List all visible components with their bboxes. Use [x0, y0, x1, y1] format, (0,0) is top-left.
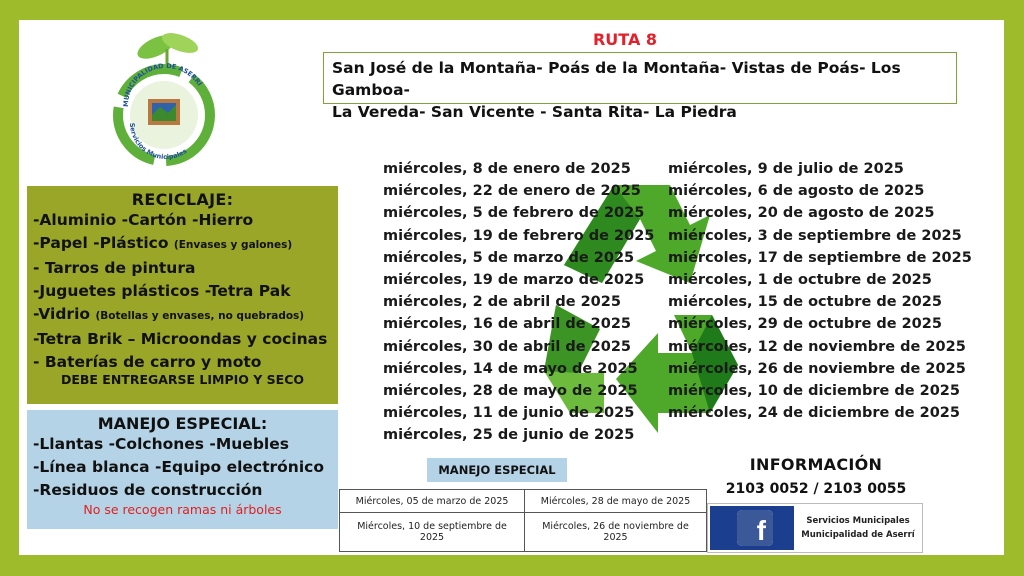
recycling-note: DEBE ENTREGARSE LIMPIO Y SECO — [60, 372, 305, 387]
collection-date: miércoles, 19 de febrero de 2025 — [383, 227, 655, 244]
facebook-page-name — [796, 514, 920, 542]
recycling-line-note: (Botellas y envases, no quebrados) — [95, 310, 305, 322]
logo-bottom-text: Servicios Municipales — [127, 122, 189, 162]
table-cell: Miércoles, 28 de mayo de 2025 — [525, 490, 707, 513]
recycling-title: RECICLAJE: — [131, 190, 234, 209]
collection-date: miércoles, 5 de marzo de 2025 — [383, 249, 635, 266]
info-title: INFORMACIÓN — [749, 455, 883, 474]
collection-date: miércoles, 12 de noviembre de 2025 — [668, 338, 966, 355]
route-line-2: La Vereda- San Vicente - Santa Rita- La Piedra — [332, 103, 737, 121]
collection-date: miércoles, 11 de junio de 2025 — [383, 405, 635, 422]
collection-date: miércoles, 30 de abril de 2025 — [383, 338, 632, 355]
facebook-icon — [710, 506, 794, 550]
collection-date: miércoles, 5 de febrero de 2025 — [383, 205, 645, 222]
recycling-line — [33, 232, 332, 257]
recycling-line: -Juguetes plásticos -Tetra Pak — [33, 282, 291, 300]
recycling-line: - Baterías de carro y moto — [33, 353, 262, 371]
collection-date: miércoles, 14 de mayo de 2025 — [383, 360, 638, 377]
collection-date: miércoles, 28 de mayo de 2025 — [383, 383, 638, 400]
special-handling-line: -Residuos de construcción — [33, 481, 263, 499]
special-collection-label: MANEJO ESPECIAL — [427, 458, 567, 482]
table-row — [340, 490, 707, 513]
logo-top-text: MUNICIPALIDAD DE ASERRÍ — [121, 61, 204, 108]
collection-dates-first-half — [383, 158, 654, 447]
recycling-panel — [27, 186, 338, 404]
special-handling-warning: No se recogen ramas ni árboles — [83, 502, 282, 517]
special-handling-line: -Llantas -Colchones -Muebles — [33, 435, 289, 453]
collection-date: miércoles, 16 de abril de 2025 — [383, 316, 632, 333]
info-phone-numbers: 2103 0052 / 2103 0055 — [725, 481, 907, 497]
table-cell: Miércoles, 10 de septiembre de 2025 — [340, 513, 525, 552]
facebook-link[interactable] — [707, 503, 923, 553]
recycling-line: -Tetra Brik – Microondas y cocinas — [33, 330, 328, 348]
collection-date: miércoles, 2 de abril de 2025 — [383, 294, 621, 311]
collection-date: miércoles, 29 de octubre de 2025 — [668, 316, 942, 333]
facebook-letter: f — [737, 510, 773, 546]
collection-date: miércoles, 9 de julio de 2025 — [668, 161, 904, 177]
collection-date: miércoles, 17 de septiembre de 2025 — [668, 249, 972, 266]
collection-date: miércoles, 1 de octubre de 2025 — [668, 272, 932, 289]
table-cell: Miércoles, 05 de marzo de 2025 — [340, 490, 525, 513]
facebook-line-2: Municipalidad de Aserrí — [801, 530, 915, 540]
collection-date: miércoles, 26 de noviembre de 2025 — [668, 360, 966, 377]
table-row — [340, 513, 707, 552]
recycling-line — [33, 303, 332, 328]
collection-date: miércoles, 20 de agosto de 2025 — [668, 205, 935, 222]
collection-date: miércoles, 24 de diciembre de 2025 — [668, 405, 960, 422]
special-collection-table — [339, 489, 707, 552]
collection-date: miércoles, 15 de octubre de 2025 — [668, 294, 942, 311]
recycling-line: -Aluminio -Cartón -Hierro — [33, 211, 254, 229]
collection-date: miércoles, 8 de enero de 2025 — [383, 161, 631, 177]
collection-date: miércoles, 10 de diciembre de 2025 — [668, 383, 960, 400]
route-neighborhoods — [323, 52, 957, 121]
collection-date: miércoles, 25 de junio de 2025 — [383, 427, 635, 444]
collection-dates-second-half — [668, 158, 972, 424]
route-title: RUTA 8 — [592, 30, 658, 49]
recycling-line: - Tarros de pintura — [33, 259, 196, 277]
collection-date: miércoles, 6 de agosto de 2025 — [668, 183, 925, 200]
route-line-1: San José de la Montaña- Poás de la Montaña- Vistas de Poás- Los Gamboa- — [332, 59, 901, 99]
facebook-line-1: Servicios Municipales — [806, 516, 910, 526]
table-cell: Miércoles, 26 de noviembre de 2025 — [525, 513, 707, 552]
collection-date: miércoles, 22 de enero de 2025 — [383, 183, 641, 200]
special-handling-panel — [27, 410, 338, 529]
recycling-line-main: -Vidrio — [33, 305, 96, 323]
collection-date: miércoles, 19 de marzo de 2025 — [383, 272, 645, 289]
collection-date: miércoles, 3 de septiembre de 2025 — [668, 227, 962, 244]
special-handling-line: -Línea blanca -Equipo electrónico — [33, 458, 324, 476]
recycle-logo-icon — [88, 27, 238, 167]
recycling-line-note: (Envases y galones) — [173, 239, 293, 251]
recycling-line-main: -Papel -Plástico — [33, 234, 174, 252]
special-handling-title: MANEJO ESPECIAL: — [97, 414, 268, 433]
